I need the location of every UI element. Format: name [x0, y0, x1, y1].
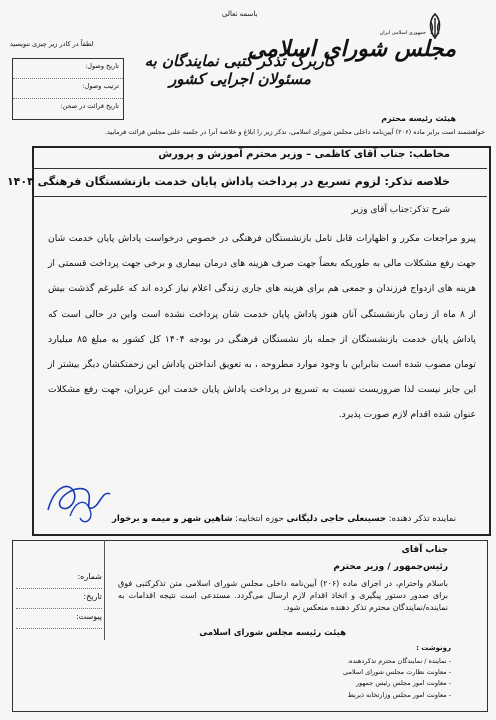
- reply-signature: هیئت رئیسه مجلس شورای اسلامی: [199, 628, 346, 638]
- cc-item: - معاونت امور مجلس وزارتخانه ذیربط: [347, 690, 451, 699]
- reply-role: رئیس‌جمهور / وزیر محترم: [333, 562, 448, 572]
- divider: [32, 196, 487, 197]
- cc-title: رونوشت :: [416, 644, 451, 652]
- divider: [32, 168, 487, 169]
- parliament-logo-text: مجلس شورای اسلامی: [247, 36, 456, 62]
- district-label: حوزه انتخابیه:: [235, 514, 284, 524]
- number-field: شماره:: [16, 572, 102, 589]
- registration-box: [12, 58, 124, 120]
- receipt-order-field: ترتیب وصول:: [13, 79, 123, 99]
- addressee: مخاطب: جناب آقای کاظمی – وزیر محترم آموزش و پرورش: [158, 149, 450, 160]
- office-note: لطفاً در کادر زیر چیزی ننویسید: [10, 40, 94, 48]
- representative-label: نماینده تذکر دهنده:: [388, 514, 456, 524]
- cc-item: - معاونت نظارت مجلس شورای اسلامی: [343, 668, 451, 677]
- divider: [104, 540, 105, 640]
- cc-list: [343, 656, 451, 701]
- receipt-date-field: تاریخ وصول:: [13, 59, 123, 79]
- attachment-field: پیوست:: [16, 612, 102, 629]
- letter-fields: [16, 572, 102, 632]
- representative-line: [112, 514, 456, 524]
- representative-name: حسینعلی حاجی دلیگانی: [286, 514, 386, 524]
- form-title: کاربرگ تذکر کتبی نمایندگان به مسئولان اجرایی کشور: [144, 52, 336, 88]
- reply-to: جناب آقای: [401, 545, 448, 555]
- bismillah: باسمه تعالی: [222, 10, 258, 18]
- cc-item: - نماینده / نمایندگان محترم تذکردهنده.: [347, 657, 451, 665]
- notice-body: پیرو مراجعات مکرر و اظهارات قابل تامل بازنشستگان فرهنگی در خصوص درخواست پاداش پایان خدمت شان جهت رفع مشکلات مالی به طوریکه بعضاً جهت صرف هزینه های درمان بیماری و برخی جهت پرداخت قسمتی از هزینه های ازدواج فرزندان و جمعی هم برای هزینه های جاری زندگی اعلام نیاز کرده اند که علیرغم گذشت بیش از ۸ ماه از زمان بازنشستگی آنان هنوز پاداش پایان خدمت شان پرداخت نشده است واین در حالی است که پاداش پایان خدمت بازنشستگان از جمله باز نشستگان فرهنگی در بودجه ۱۴۰۴ کل کشور به مبلغ ۸۵ میلیارد تومان مصوب شده است بنابراین با وجود موارد مطروحه ، به تعویق انداختن پاداش این زحمتکشان دیگر بیشتر از این جایز نیست لذا ضروریست نسبت به تسریع در پرداخت پاداش پایان خدمت این عزیزان، جهت رفع مشکلات عنوان شده اقدام لازم صورت پذیرد.: [48, 233, 476, 421]
- handwritten-signature: [40, 470, 120, 530]
- notice-description-label: شرح تذکر:جناب آقای وزیر: [351, 205, 450, 215]
- cc-item: - معاونت امور مجلس رئیس جمهور: [356, 679, 451, 688]
- notice-summary: خلاصه تذکر: لزوم تسریع در پرداخت پاداش پایان خدمت بازنشستگان فرهنگی ۱۴۰۳: [6, 175, 450, 188]
- republic-label: جمهوری اسلامی ایران: [379, 30, 426, 36]
- reading-date-field: تاریخ قرائت در صحن:: [60, 102, 119, 110]
- reply-text: باسلام واحترام، در اجرای ماده (۲۰۶) آیین‌نامه داخلی مجلس شورای اسلامی متن تذکرکتبی فوق برای صدور دستور پیگیری و اتخاذ اقدام لازم ارسال می‌گردد. مستدعی است نتیجه اقدامات به نماینده/نمایندگان محترم تذکر دهنده منعکس شود.: [118, 579, 448, 612]
- board-salutation: هیئت رئیسه محترم: [381, 114, 456, 123]
- district-name: شاهین شهر و میمه و برخوار: [111, 514, 233, 524]
- date-field: تاریخ:: [16, 592, 102, 609]
- intro-text: خواهشمند است برابر ماده (۲۰۶) آیین‌نامه داخلی مجلس شورای اسلامی، تذکر زیر را ابلاغ و خلاصه آنرا در جلسه علنی مجلس قرائت فرمایید.: [104, 128, 485, 136]
